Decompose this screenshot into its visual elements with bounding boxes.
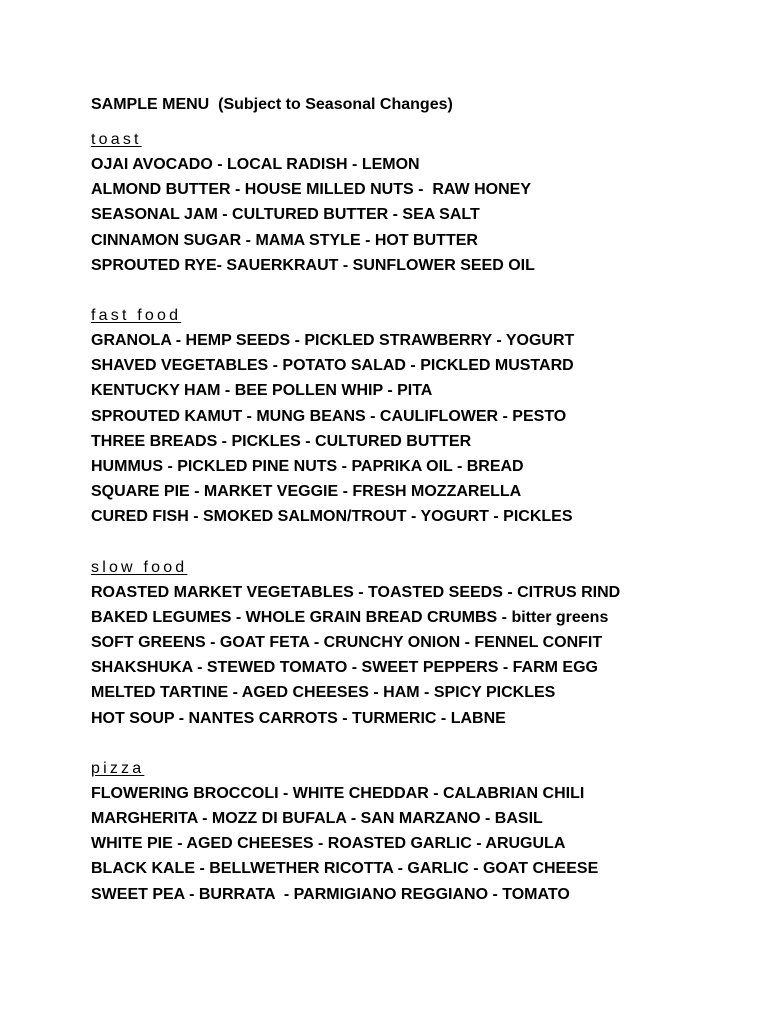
menu-item: OJAI AVOCADO - LOCAL RADISH - LEMON: [91, 156, 420, 173]
section-pizza: [91, 756, 731, 907]
section-slow-food: [91, 555, 731, 731]
section-fast-food: [91, 303, 731, 530]
menu-item-list: [91, 328, 731, 530]
menu-item: FLOWERING BROCCOLI - WHITE CHEDDAR - CALABRIAN CHILI: [91, 784, 585, 802]
menu-item: SQUARE PIE - MARKET VEGGIE - FRESH MOZZARELLA: [91, 483, 522, 501]
menu-item: SEASONAL JAM - CULTURED BUTTER - SEA SALT: [91, 206, 480, 224]
menu-item: SHAVED VEGETABLES - POTATO SALAD - PICKLED MUSTARD: [91, 357, 574, 375]
menu-item: MELTED TARTINE - AGED CHEESES - HAM - SPICY PICKLES: [91, 684, 556, 702]
menu-item: ROASTED MARKET VEGETABLES - TOASTED SEEDS - CITRUS RIND: [91, 583, 621, 601]
menu-item: BAKED LEGUMES - WHOLE GRAIN BREAD CRUMBS - bitter greens: [91, 608, 609, 626]
document-title: SAMPLE MENU (Subject to Seasonal Changes): [91, 96, 453, 113]
menu-item-list: [91, 580, 731, 731]
menu-item: CINNAMON SUGAR - MAMA STYLE - HOT BUTTER: [91, 231, 478, 249]
menu-item: SHAKSHUKA - STEWED TOMATO - SWEET PEPPERS - FARM EGG: [91, 659, 598, 677]
section-toast: [91, 127, 731, 278]
menu-item: HOT SOUP - NANTES CARROTS - TURMERIC - LABNE: [91, 709, 506, 727]
section-heading: toast: [91, 131, 142, 148]
menu-item: WHITE PIE - AGED CHEESES - ROASTED GARLIC - ARUGULA: [91, 835, 566, 853]
menu-item: SPROUTED RYE- SAUERKRAUT - SUNFLOWER SEED OIL: [91, 256, 535, 274]
menu-item: SWEET PEA - BURRATA - PARMIGIANO REGGIANO - TOMATO: [91, 885, 570, 903]
section-heading: pizza: [91, 759, 145, 777]
section-heading: fast food: [91, 307, 182, 325]
menu-item: CURED FISH - SMOKED SALMON/TROUT - YOGURT - PICKLES: [91, 508, 573, 526]
menu-document: [91, 92, 731, 907]
menu-item: KENTUCKY HAM - BEE POLLEN WHIP - PITA: [91, 382, 433, 400]
menu-item: HUMMUS - PICKLED PINE NUTS - PAPRIKA OIL - BREAD: [91, 458, 524, 476]
menu-item: GRANOLA - HEMP SEEDS - PICKLED STRAWBERRY - YOGURT: [91, 332, 575, 350]
menu-item: BLACK KALE - BELLWETHER RICOTTA - GARLIC - GOAT CHEESE: [91, 860, 599, 878]
menu-item: SPROUTED KAMUT - MUNG BEANS - CAULIFLOWER - PESTO: [91, 407, 567, 425]
section-heading: slow food: [91, 558, 188, 576]
menu-item: ALMOND BUTTER - HOUSE MILLED NUTS - RAW HONEY: [91, 181, 531, 199]
menu-item-list: [91, 152, 731, 278]
menu-item: THREE BREADS - PICKLES - CULTURED BUTTER: [91, 432, 472, 450]
menu-item-list: [91, 781, 731, 907]
menu-item: SOFT GREENS - GOAT FETA - CRUNCHY ONION - FENNEL CONFIT: [91, 634, 603, 652]
menu-item: MARGHERITA - MOZZ DI BUFALA - SAN MARZANO - BASIL: [91, 810, 543, 828]
